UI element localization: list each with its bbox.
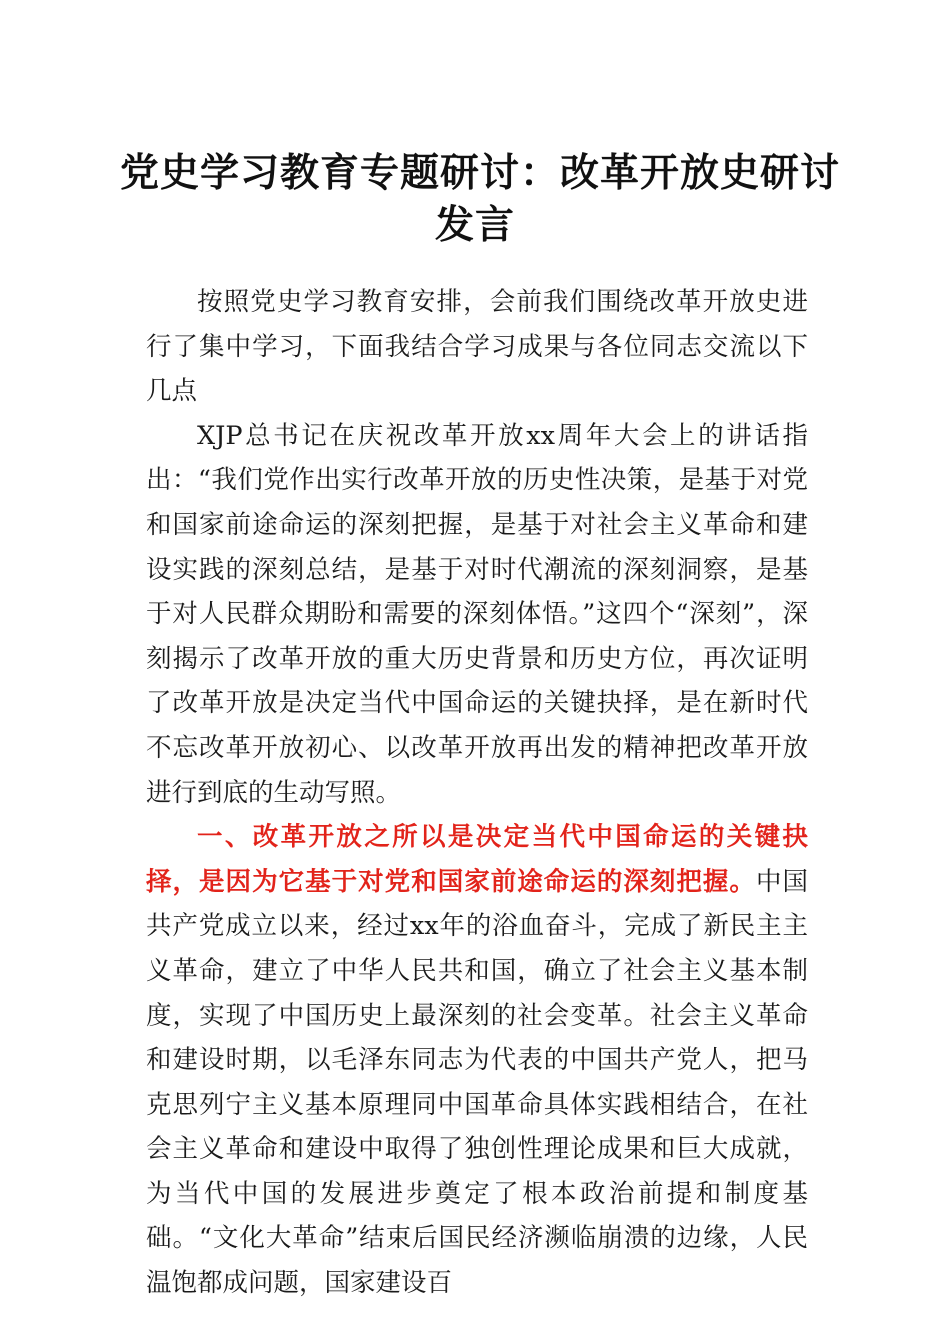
quote-paragraph: XJP总书记在庆祝改革开放xx周年大会上的讲话指出：“我们党作出实行改革开放的历史性决策，是基于对党和国家前途命运的深刻把握，是基于对社会主义革命和建设实践的深刻总结，是基于对时代潮流的深刻洞察，是基于对人民群众期盼和需要的深刻体悟。”这四个“深刻”，深刻揭示了改革开放的重大历史背景和历史方位，再次证明了改革开放是决定当代中国命运的关键抉择，是在新时代不忘改革开放初心、以改革开放再出发的精神把改革开放进行到底的生动写照。 (146, 420, 808, 808)
document-title-line2: 发言 (434, 202, 515, 248)
intro-paragraph: 按照党史学习教育安排，会前我们围绕改革开放史进行了集中学习，下面我结合学习成果与各位同志交流以下几点 (146, 287, 808, 407)
section1-heading: 一、改革开放之所以是决定当代中国命运的关键抉择，是因为它基于对党和国家前途命运的深刻把握。 (146, 822, 808, 897)
document-body (146, 280, 808, 1306)
section1-paragraph (146, 815, 808, 1306)
section1-body: 中国共产党成立以来，经过xx年的浴血奋斗，完成了新民主主义革命，建立了中华人民共和国，确立了社会主义基本制度，实现了中国历史上最深刻的社会变革。社会主义革命和建设时期，以毛泽东同志为代表的中国共产党人，把马克思列宁主义基本原理同中国革命具体实践相结合，在社会主义革命和建设中取得了独创性理论成果和巨大成就，为当代中国的发展进步奠定了根本政治前提和制度基础。“文化大革命”结束后国民经济濒临崩溃的边缘，人民温饱都成问题，国家建设百 (146, 866, 808, 1299)
document-title-line1: 党史学习教育专题研讨：改革开放史研讨 (120, 150, 841, 196)
